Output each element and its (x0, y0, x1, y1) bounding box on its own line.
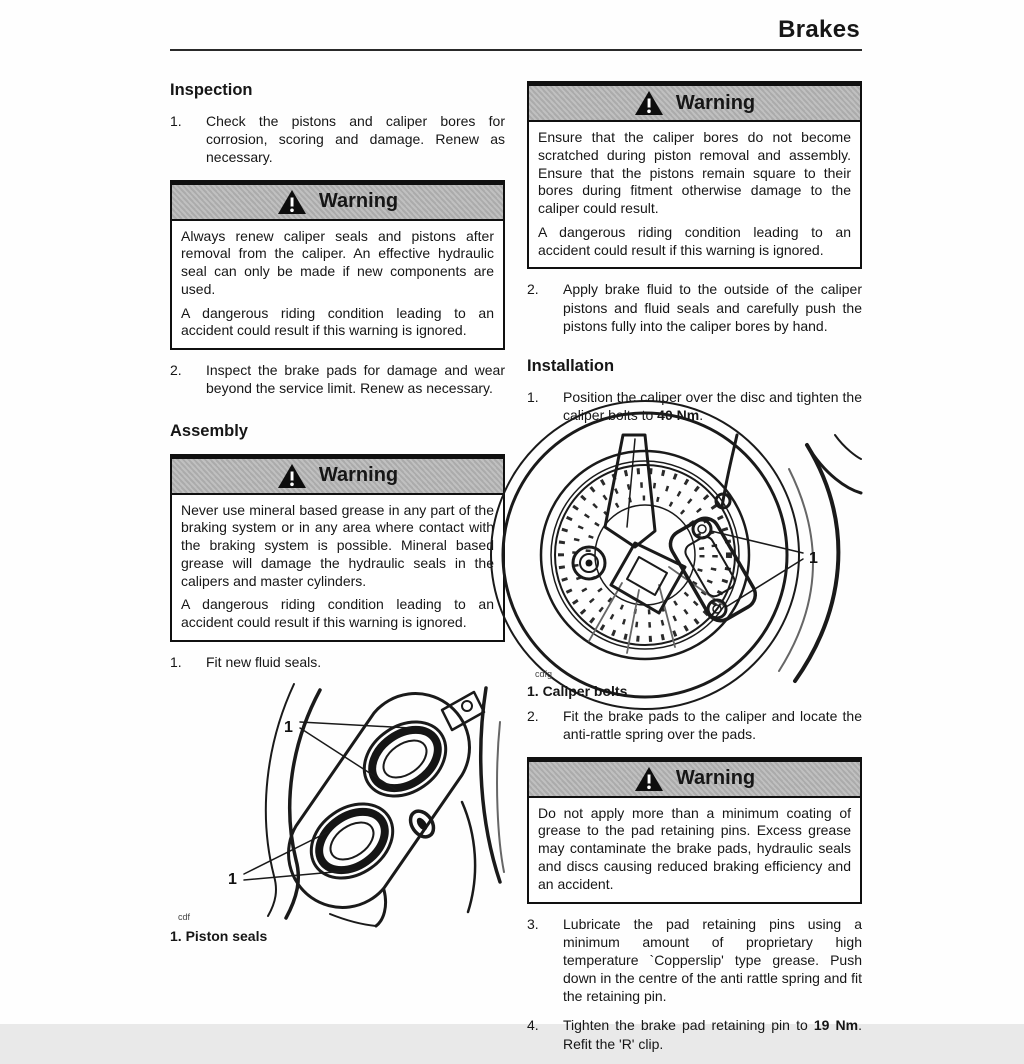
list-item (170, 653, 505, 671)
warning-text: Do not apply more than a minimum coating of grease to the pad retaining pins. Excess grease may contaminate the brake pads, hydraulic seals and discs causing reduced braking efficiency and an accident. (538, 804, 851, 892)
item-number: 2. (527, 708, 539, 725)
warning-text: A dangerous riding condition leading to an accident could result if this warning is ignored. (181, 304, 494, 339)
warning-title: Warning (318, 190, 399, 213)
item-number: 2. (170, 362, 182, 379)
item-number: 1. (170, 653, 182, 670)
warning-header (172, 456, 503, 495)
warning-triangle-icon (277, 189, 307, 215)
item-number: 4. (527, 1017, 539, 1034)
item-number: 2. (527, 281, 539, 298)
figure-code: cdf (178, 912, 191, 923)
item-number: 3. (527, 915, 539, 932)
list-item (527, 388, 862, 424)
item-number: 1. (170, 113, 182, 129)
list-item (170, 112, 505, 167)
warning-header (529, 759, 860, 798)
item-text: Fit new fluid seals. (206, 653, 322, 670)
warning-header (172, 182, 503, 221)
header-rule (170, 49, 862, 51)
warning-box (527, 757, 862, 904)
item-text-pre: Position the caliper over the disc and tighten the caliper bolts to (563, 388, 862, 424)
section-heading-assembly: Assembly (170, 421, 248, 440)
item-text: Lubricate the pad retaining pins using a minimum amount of proprietary high temperature `Copperslip' type grease. Push down in the centre of the anti rattle spring and fit the retaining pin. (563, 915, 862, 1005)
front-wheel-illustration (527, 435, 862, 681)
torque-value: 40 Nm (657, 407, 700, 424)
piston-seals-illustration (170, 682, 505, 926)
masthead (170, 10, 862, 51)
figure-code: cdfg (535, 669, 553, 680)
item-number: 1. (527, 388, 539, 405)
warning-text: Never use mineral based grease in any part of the braking system or in any area where contact with the braking system is possible. Mineral based grease will damage the hydraulic seals in the calipers and master cylinders. (181, 501, 494, 589)
figure-caption: 1. Piston seals (170, 928, 268, 945)
warning-header (529, 83, 860, 122)
warning-body (529, 798, 860, 902)
item-text: Inspect the brake pads for damage and wear beyond the service limit. Renew as necessary. (206, 362, 505, 397)
item-text: Fit the brake pads to the caliper and locate the anti-rattle spring over the pads. (563, 708, 862, 743)
warning-body (529, 122, 860, 267)
warning-text: Always renew caliper seals and pistons after removal from the caliper. An effective hydraulic seal can only be made if new components are used. (181, 227, 494, 297)
list-item (170, 361, 505, 397)
callout-label: 1 (809, 550, 818, 568)
figure-caliper-bolts (527, 435, 862, 699)
torque-value: 19 Nm (813, 1017, 859, 1034)
warning-triangle-icon (634, 766, 664, 792)
list-item (527, 915, 862, 1006)
warning-triangle-icon (277, 463, 307, 489)
callout-label: 1 (284, 719, 293, 737)
warning-title: Warning (675, 91, 756, 114)
warning-title: Warning (675, 767, 756, 790)
item-text: Apply brake fluid to the outside of the caliper pistons and fluid seals and carefully push the pistons fully into the caliper bores by hand. (563, 281, 862, 334)
warning-box (527, 81, 862, 269)
column-left (170, 65, 505, 1064)
section-heading-inspection: Inspection (170, 81, 253, 99)
page-content (170, 10, 862, 1064)
item-text (563, 1016, 862, 1052)
item-text-post: . Refit the 'R' clip. (563, 1017, 862, 1052)
figure-piston-seals (170, 682, 505, 944)
column-right (527, 65, 862, 1064)
warning-body (172, 221, 503, 349)
warning-title: Warning (318, 464, 399, 487)
warning-box (170, 180, 505, 351)
warning-text: A dangerous riding condition leading to an accident could result if this warning is ignored. (181, 596, 494, 631)
warning-body (172, 495, 503, 640)
warning-box (170, 454, 505, 642)
warning-triangle-icon (634, 90, 664, 116)
warning-text: A dangerous riding condition leading to an accident could result if this warning is ignored. (538, 223, 851, 258)
list-item (527, 280, 862, 335)
list-item (527, 707, 862, 743)
item-text-post: . (699, 407, 704, 424)
figure-caption: 1. Caliper bolts (527, 683, 628, 700)
item-text: Check the pistons and caliper bores for corrosion, scoring and damage. Renew as necessary. (206, 113, 505, 166)
page-title: Brakes (778, 16, 860, 43)
list-item (527, 1016, 862, 1052)
callout-label: 1 (228, 871, 237, 889)
section-heading-installation: Installation (527, 356, 615, 375)
warning-text: Ensure that the caliper bores do not become scratched during piston removal and assembly. Ensure that the pistons remain square to their bores during fitment otherwise damage to the caliper could result. (538, 129, 851, 217)
item-text-pre: Tighten the brake pad retaining pin to (563, 1017, 814, 1034)
